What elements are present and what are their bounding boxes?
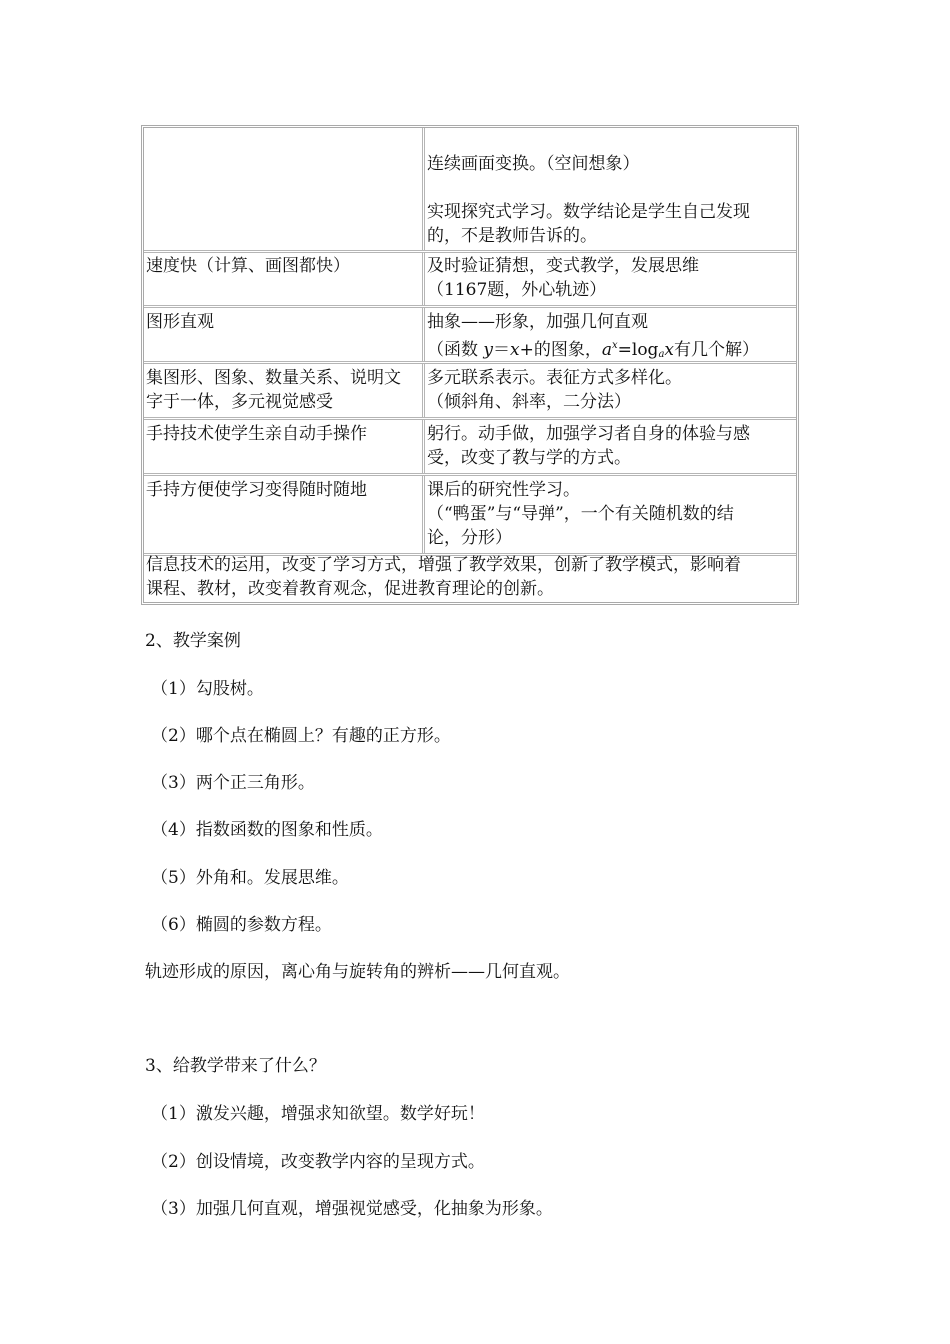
formula-text: （函数 (427, 340, 484, 360)
comparison-table (141, 125, 799, 605)
table-cell-right (425, 420, 796, 473)
formula-sub: a (658, 349, 665, 360)
cell-text: （1167题，外心轨迹） (427, 280, 607, 300)
cell-text: 及时验证猜想，变式教学，发展思维 (427, 256, 699, 276)
cell-text: 躬行。动手做，加强学习者自身的体验与感 (427, 424, 750, 444)
list-item: （3）加强几何直观，增强视觉感受，化抽象为形象。 (151, 1199, 553, 1219)
formula-sup: x (612, 340, 618, 351)
section-heading: 2、教学案例 (145, 631, 241, 651)
cell-text: （“鸭蛋”与“导弹”，一个有关随机数的结 (427, 504, 734, 524)
table-row (144, 420, 796, 476)
formula-text: =log (617, 340, 659, 360)
summary-text: 课程、教材，改变着教育观念，促进教育理论的创新。 (146, 579, 554, 599)
table-cell-right (425, 364, 796, 417)
cell-text: 论，分形） (427, 528, 512, 548)
list-item: （3）两个正三角形。 (151, 773, 315, 793)
summary-text: 信息技术的运用，改变了学习方式，增强了教学效果，创新了教学模式，影响着 (146, 555, 741, 575)
cell-text: 的，不是教师告诉的。 (427, 226, 597, 246)
cell-text: 课后的研究性学习。 (427, 480, 580, 500)
table-cell-left (144, 364, 425, 417)
cell-text: 手持技术使学生亲自动手操作 (146, 424, 367, 444)
table-row (144, 253, 796, 308)
table-cell-left (144, 253, 425, 305)
list-item: （1）勾股树。 (151, 679, 264, 699)
cell-text: 受，改变了教与学的方式。 (427, 448, 631, 468)
formula-var: x (664, 340, 675, 360)
table-cell-right (425, 128, 796, 250)
section-heading: 3、给教学带来了什么？ (145, 1056, 326, 1076)
cell-text: 速度快（计算、画图都快） (146, 256, 350, 276)
cell-text: 实现探究式学习。数学结论是学生自己发现 (427, 202, 750, 222)
table-row (144, 476, 796, 556)
table-summary-row (144, 556, 796, 602)
formula-text: +的图象， (519, 340, 602, 360)
table-row (144, 128, 796, 253)
cell-text: 多元联系表示。表征方式多样化。 (427, 368, 682, 388)
list-item: （1）激发兴趣，增强求知欲望。数学好玩！ (151, 1104, 485, 1124)
formula-line (427, 334, 759, 367)
cell-text: 连续画面变换。（空间想象） (427, 154, 640, 174)
list-item: （2）创设情境，改变教学内容的呈现方式。 (151, 1152, 485, 1172)
table-cell-left (144, 476, 425, 553)
list-item: （2）哪个点在椭圆上？有趣的正方形。 (151, 726, 451, 746)
cell-text: （倾斜角、斜率，二分法） (427, 392, 631, 412)
formula-var: y (483, 340, 494, 360)
table-cell-left (144, 308, 425, 361)
table-cell-left (144, 128, 425, 250)
formula-var: a (601, 340, 612, 360)
cell-text: 图形直观 (146, 312, 214, 332)
list-item: （4）指数函数的图象和性质。 (151, 820, 383, 840)
table-cell-right (425, 476, 796, 553)
list-item: （5）外角和。发展思维。 (151, 868, 349, 888)
table-cell-right (425, 308, 796, 361)
formula-text: ＝ (493, 340, 511, 360)
table-cell-right (425, 253, 796, 305)
table-row (144, 364, 796, 420)
cell-text: 字于一体，多元视觉感受 (146, 392, 333, 412)
formula-var: x (510, 340, 520, 360)
formula-text: 有几个解） (674, 340, 760, 360)
paragraph: 轨迹形成的原因，离心角与旋转角的辨析——几何直观。 (145, 962, 570, 982)
table-row (144, 308, 796, 364)
cell-text: 集图形、图象、数量关系、说明文 (146, 368, 401, 388)
cell-text: 抽象——形象，加强几何直观 (427, 312, 648, 332)
cell-text: 手持方便使学习变得随时随地 (146, 480, 367, 500)
table-cell-left (144, 420, 425, 473)
list-item: （6）椭圆的参数方程。 (151, 915, 332, 935)
